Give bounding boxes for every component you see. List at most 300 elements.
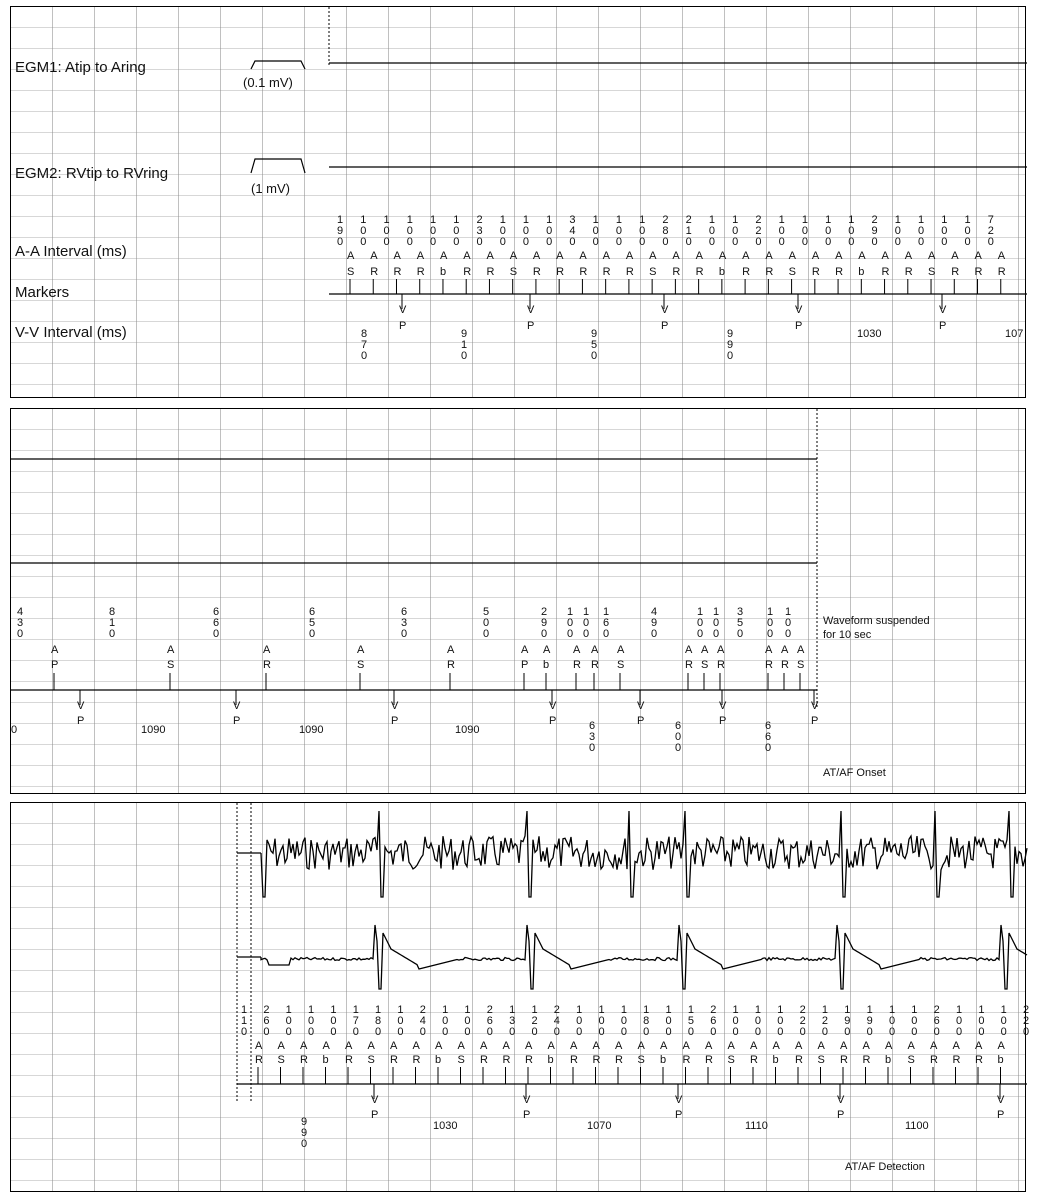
aa-interval-value: 0 [531,1026,538,1038]
vv-interval-value: 1030 [857,328,882,340]
vv-interval-value: 0 [727,350,734,362]
atrial-marker-label: b [439,266,447,278]
atrial-marker-label: A [322,1040,330,1052]
aa-interval-value: 0 [553,1026,560,1038]
atrial-marker-label: P [521,659,529,671]
atrial-marker-label: A [718,250,727,262]
aa-interval-value: 4 [553,1015,560,1027]
aa-interval-value: 1 [337,214,344,226]
aa-interval-value: 0 [567,617,574,629]
aa-interval-value: 1 [964,214,971,226]
aa-interval-value: 0 [603,628,610,640]
aa-interval-value: 6 [710,1015,717,1027]
aa-interval-value: 0 [486,1026,493,1038]
aa-interval-value: 5 [309,617,316,629]
atrial-marker-label: R [592,1054,601,1066]
atrial-marker-label: A [649,250,657,262]
aa-interval-value: 9 [866,1015,873,1027]
aa-interval-value: 4 [651,606,658,618]
aa-interval-value: 1 [109,617,116,629]
aa-interval-value: 0 [651,628,658,640]
aa-interval-value: 1 [767,606,774,618]
atrial-marker-label: R [393,266,402,278]
ventricular-marker-label: V [637,700,645,712]
atrial-marker-label: b [435,1054,442,1066]
aa-interval-value: 2 [1023,1004,1030,1016]
aa-interval-value: 0 [687,1026,694,1038]
egm2-label: EGM2: RVtip to RVring [15,165,169,182]
atrial-marker-label: A [51,644,59,656]
aa-interval-value: 2 [799,1004,806,1016]
egm1-scale: (0.1 mV) [243,75,293,90]
aa-interval-value: 0 [567,628,574,640]
ventricular-marker-label: V [391,700,399,712]
aa-interval-value: 1 [978,1004,985,1016]
aa-interval-value: 0 [308,1026,315,1038]
aa-interval-value: 0 [933,1026,940,1038]
markers-label: Markers [15,284,70,301]
aa-interval-value: 0 [213,628,220,640]
aa-interval-value: 1 [522,214,530,226]
aa-interval-value: 0 [778,225,785,237]
aa-interval-value: 2 [476,214,483,226]
atrial-marker-label: R [579,266,588,278]
aa-interval-value: 0 [732,1015,739,1027]
aa-interval-value: 0 [429,225,437,237]
atrial-marker-label: S [817,1054,825,1066]
aa-interval-value: 0 [442,1026,449,1038]
atrial-marker-label: R [615,1054,623,1066]
aa-interval-value: 7 [987,214,994,226]
atrial-marker-label: A [997,1040,1005,1052]
atrial-marker-label: R [263,659,271,671]
ventricular-marker-label: P [719,715,727,727]
aa-interval-value: 0 [522,225,530,237]
atrial-marker-label: A [840,1040,848,1052]
vv-interval-value: 0 [589,742,596,754]
aa-interval-value: 1 [442,1004,449,1016]
aa-interval-value: 1 [375,1004,382,1016]
ventricular-marker-label: P [371,1109,379,1121]
aa-interval-value: 0 [844,1026,851,1038]
ventricular-marker-label: V [371,1094,379,1106]
atrial-marker-label: R [570,1054,578,1066]
aa-interval-value: 2 [871,214,878,226]
atrial-marker-label: A [727,1040,735,1052]
egm1-scale-bar [251,61,305,69]
atrial-marker-label: S [357,659,365,671]
atrial-marker-label: A [480,1040,488,1052]
aa-interval-value: 9 [871,225,878,237]
atrial-marker-label: S [788,266,796,278]
atrial-marker-label: b [997,1054,1004,1066]
aa-interval-value: 0 [888,1026,896,1038]
atrial-marker-label: R [255,1054,263,1066]
ventricular-marker-label: P [399,320,407,332]
aa-interval-value: 1 [352,1004,359,1016]
aa-interval-value: 1 [546,214,553,226]
aa-interval-value: 0 [583,617,590,629]
aa-interval-value: 1 [499,214,506,226]
atrial-marker-label: A [602,250,610,262]
aa-interval-value: 6 [933,1015,940,1027]
aa-interval-value: 1 [732,214,739,226]
aa-interval-value: 1 [732,1004,739,1016]
atrial-marker-label: A [772,1040,780,1052]
atrial-marker-label: S [907,1054,915,1066]
atrial-marker-label: A [885,1040,893,1052]
atrial-marker-label: A [750,1040,758,1052]
aa-interval-value: 1 [821,1004,829,1016]
aa-interval-value: 0 [592,225,599,237]
atrial-marker-label: A [997,250,1006,262]
aa-interval-value: 0 [397,1026,404,1038]
vv-interval-value: 0 [765,742,772,754]
at-af-detection-note: AT/AF Detection [845,1161,925,1173]
aa-interval-value: 2 [553,1004,560,1016]
atrial-marker-label: S [509,266,518,278]
aa-interval-value: 0 [964,236,971,248]
atrial-marker-label: S [701,659,709,671]
aa-interval-value: 1 [397,1004,404,1016]
aa-interval-value: 0 [401,628,408,640]
vv-interval-value: 3 [589,731,596,743]
aa-interval-value: 1 [639,214,646,226]
aa-interval-value: 0 [263,1026,270,1038]
atrial-marker-label: A [797,644,805,656]
aa-interval-value: 0 [576,1026,583,1038]
aa-interval-value: 3 [737,606,744,618]
atrial-marker-label: A [457,1040,465,1052]
aa-interval-value: 1 [941,214,948,226]
aa-interval-value: 5 [737,617,744,629]
atrial-marker-label: R [682,1054,691,1066]
atrial-marker-label: S [928,266,936,278]
aa-interval-value: 0 [576,1015,583,1027]
aa-interval-value: 0 [453,225,460,237]
at-af-onset-note: AT/AF Onset [823,767,886,779]
aa-interval-value: 2 [531,1015,538,1027]
aa-interval-value: 1 [1000,1004,1007,1016]
aa-interval-value: 0 [955,1026,963,1038]
aa-interval-value: 1 [785,606,792,618]
atrial-marker-label: A [345,1040,353,1052]
aa-interval-value: 0 [894,225,901,237]
aa-interval-value: 0 [732,1026,739,1038]
aa-interval-value: 0 [1000,1026,1007,1038]
atrial-marker-label: R [717,659,725,671]
atrial-marker-label: A [255,1040,263,1052]
atrial-marker-label: R [573,659,581,671]
aa-interval-value: 0 [639,236,646,248]
aa-interval-value: 0 [888,1015,896,1027]
panel1-markers [337,214,1023,362]
aa-interval-value: 0 [308,1015,315,1027]
aa-interval-value: 4 [419,1015,426,1027]
atrial-marker-label: A [682,1040,690,1052]
aa-interval-value: 1 [665,1004,672,1016]
aa-interval-value: 0 [620,1015,627,1027]
aa-interval-value: 0 [499,236,506,248]
vv-interval-value: 9 [727,328,734,340]
atrial-marker-label: A [167,644,175,656]
aa-interval-value: 8 [375,1015,382,1027]
aa-interval-value: 0 [848,236,855,248]
vv-interval-value: 1110 [745,1120,768,1132]
atrial-marker-label: S [277,1054,285,1066]
aa-interval-value: 0 [499,225,506,237]
atrial-marker-label: S [347,266,355,278]
ventricular-marker-label: P [811,715,819,727]
aa-interval-value: 0 [713,628,720,640]
atrial-marker-label: A [928,250,936,262]
aa-interval-value: 0 [799,1026,806,1038]
aa-interval-value: 0 [509,1026,516,1038]
atrial-marker-label: R [750,1054,758,1066]
atrial-marker-label: A [556,250,564,262]
aa-interval-value: 0 [643,1026,650,1038]
vv-interval-value: 9 [301,1127,308,1139]
aa-interval-value: 1 [918,214,925,226]
atrial-marker-label: R [416,266,425,278]
aa-interval-value: 6 [309,606,316,618]
aa-interval-value: 2 [987,225,994,237]
aa-interval-value: 0 [406,225,413,237]
aa-interval-value: 8 [662,225,669,237]
aa-interval-value: 0 [871,236,878,248]
aa-interval-value: 0 [109,628,116,640]
atrial-marker-label: A [881,250,889,262]
aa-interval-value: 1 [464,1004,471,1016]
vv-interval-value: 1100 [905,1120,929,1132]
aa-interval-value: 0 [785,617,792,629]
atrial-marker-label: S [649,266,657,278]
aa-interval-value: 6 [213,606,220,618]
panel2-traces [11,409,1027,795]
atrial-marker-label: A [347,250,355,262]
aa-interval-value: 0 [592,236,599,248]
atrial-marker-label: b [858,266,865,278]
aa-interval-value: 0 [546,236,553,248]
vv-interval-value: 1030 [433,1120,458,1132]
aa-interval-value: 1 [406,214,413,226]
atrial-marker-label: b [718,266,725,278]
atrial-marker-label: R [486,266,495,278]
aa-interval-value: 0 [918,225,925,237]
atrial-marker-label: A [717,644,725,656]
aa-interval-value: 6 [401,606,408,618]
aa-interval-value: 0 [978,1015,985,1027]
atrial-marker-label: A [930,1040,938,1052]
atrial-marker-label: R [695,266,704,278]
aa-interval-value: 0 [464,1015,471,1027]
aa-interval-value: 0 [708,225,715,237]
aa-interval-value: 0 [522,236,530,248]
ventricular-marker-label: V [527,304,535,316]
aa-interval-value: 1 [603,606,610,618]
atrial-marker-label: A [591,644,599,656]
atrial-marker-label: R [951,266,960,278]
aa-interval-value: 2 [419,1004,426,1016]
aa-interval-value: 9 [651,617,658,629]
atrial-marker-label: R [997,266,1006,278]
aa-interval-value: 0 [665,1026,672,1038]
ventricular-marker-label: P [837,1109,845,1121]
aa-interval-label: A-A Interval (ms) [15,243,127,260]
aa-interval-value: 0 [697,628,704,640]
atrial-marker-label: R [705,1054,713,1066]
aa-interval-value: 6 [603,617,610,629]
atrial-marker-label: A [543,644,551,656]
atrial-marker-label: R [975,1054,983,1066]
aa-interval-value: 0 [375,1026,382,1038]
vv-interval-value: 1 [461,339,468,351]
atrial-marker-label: A [701,644,709,656]
aa-interval-value: 0 [685,236,692,248]
vv-interval-value: 0 [675,731,682,743]
atrial-marker-label: R [532,266,541,278]
aa-interval-value: 0 [955,1015,963,1027]
atrial-marker-label: A [447,644,455,656]
aa-interval-value: 0 [825,236,832,248]
atrial-marker-label: R [974,266,983,278]
aa-interval-value: 0 [821,1026,829,1038]
strip-panel-1 [10,6,1026,398]
atrial-marker-label: S [637,1054,645,1066]
atrial-marker-label: A [835,250,843,262]
aa-interval-value: 0 [1000,1015,1007,1027]
atrial-marker-label: R [672,266,681,278]
atrial-marker-label: A [637,1040,645,1052]
atrial-marker-label: R [835,266,844,278]
aa-interval-value: 1 [866,1004,873,1016]
aa-interval-value: 2 [541,606,548,618]
ventricular-marker-label: V [523,1094,531,1106]
vv-interval-value: 0 [461,350,468,362]
atrial-marker-label: b [547,1054,554,1066]
aa-interval-value: 5 [483,606,490,618]
atrial-marker-label: R [447,659,455,671]
atrial-marker-label: R [765,659,773,671]
aa-interval-value: 0 [825,225,832,237]
aa-interval-value: 1 [848,214,855,226]
atrial-marker-label: R [300,1054,308,1066]
aa-interval-value: 1 [754,1004,762,1016]
aa-interval-value: 1 [894,214,901,226]
atrial-marker-label: R [412,1054,421,1066]
atrial-marker-label: R [781,659,789,671]
aa-interval-value: 1 [911,1004,918,1016]
vv-interval-value: 0 [361,350,368,362]
aa-interval-value: 0 [330,1026,337,1038]
ventricular-marker-label: P [997,1109,1005,1121]
ventricular-marker-label: V [549,700,557,712]
aa-interval-value: 1 [360,214,367,226]
aa-interval-value: 1 [778,214,785,226]
aa-interval-value: 9 [541,617,548,629]
waveform-suspended-note-2: for 10 sec [823,629,872,641]
atrial-marker-label: A [367,1040,375,1052]
aa-interval-value: 0 [777,1015,784,1027]
aa-interval-value: 0 [598,1015,605,1027]
atrial-marker-label: R [480,1054,488,1066]
vv-interval-value: 9 [301,1116,308,1128]
egm1-af-waveform [261,811,1027,897]
aa-interval-value: 0 [541,628,548,640]
vv-interval-label: V-V Interval (ms) [15,324,127,341]
aa-interval-value: 1 [531,1004,538,1016]
atrial-marker-label: R [765,266,774,278]
aa-interval-value: 1 [713,606,720,618]
aa-interval-value: 1 [888,1004,896,1016]
atrial-marker-label: R [685,659,693,671]
aa-interval-value: 1 [620,1004,627,1016]
ventricular-marker-label: V [811,700,819,712]
aa-interval-value: 3 [401,617,408,629]
ventricular-marker-label: V [795,304,803,316]
vv-interval-value: 9 [591,328,598,340]
atrial-marker-label: b [772,1054,779,1066]
atrial-marker-label: b [885,1054,892,1066]
aa-interval-value: 0 [598,1026,605,1038]
aa-interval-value: 3 [569,214,576,226]
aa-interval-value: 0 [978,1026,985,1038]
aa-interval-value: 0 [665,1015,672,1027]
aa-interval-value: 0 [767,628,774,640]
aa-interval-value: 0 [464,1026,471,1038]
aa-interval-value: 1 [598,1004,605,1016]
aa-interval-value: 0 [406,236,413,248]
aa-interval-value: 6 [263,1015,270,1027]
aa-interval-value: 1 [453,214,460,226]
aa-interval-value: 0 [754,1015,762,1027]
aa-interval-value: 0 [918,236,925,248]
vv-interval-value: 8 [361,328,368,340]
aa-interval-value: 8 [643,1015,650,1027]
aa-interval-value: 1 [308,1004,315,1016]
atrial-marker-label: A [685,644,693,656]
aa-interval-value: 1 [285,1004,292,1016]
aa-interval-value: 0 [615,225,623,237]
aa-interval-value: 5 [687,1015,694,1027]
aa-interval-value: 1 [801,214,808,226]
atrial-marker-label: R [840,1054,848,1066]
atrial-marker-label: A [742,250,750,262]
aa-interval-value: 1 [844,1004,851,1016]
atrial-marker-label: A [570,1040,578,1052]
aa-interval-value: 7 [352,1015,359,1027]
ventricular-marker-label: V [661,304,669,316]
aa-interval-value: 0 [285,1015,292,1027]
atrial-marker-label: R [502,1054,511,1066]
vv-interval-value: 9 [727,339,734,351]
aa-interval-value: 6 [213,617,220,629]
atrial-marker-label: R [625,266,634,278]
aa-interval-value: 0 [754,1026,762,1038]
aa-interval-value: 0 [360,225,367,237]
atrial-marker-label: R [742,266,751,278]
atrial-marker-label: A [435,1040,443,1052]
atrial-marker-label: A [615,1040,623,1052]
vv-interval-value: 1070 [587,1120,612,1132]
egm2-scale: (1 mV) [251,181,290,196]
aa-interval-value: 0 [17,628,24,640]
atrial-marker-label: A [858,250,866,262]
aa-interval-value: 4 [17,606,24,618]
aa-interval-value: 0 [397,1015,404,1027]
waveform-suspended-note: Waveform suspended [823,615,930,627]
aa-interval-value: 0 [941,236,948,248]
